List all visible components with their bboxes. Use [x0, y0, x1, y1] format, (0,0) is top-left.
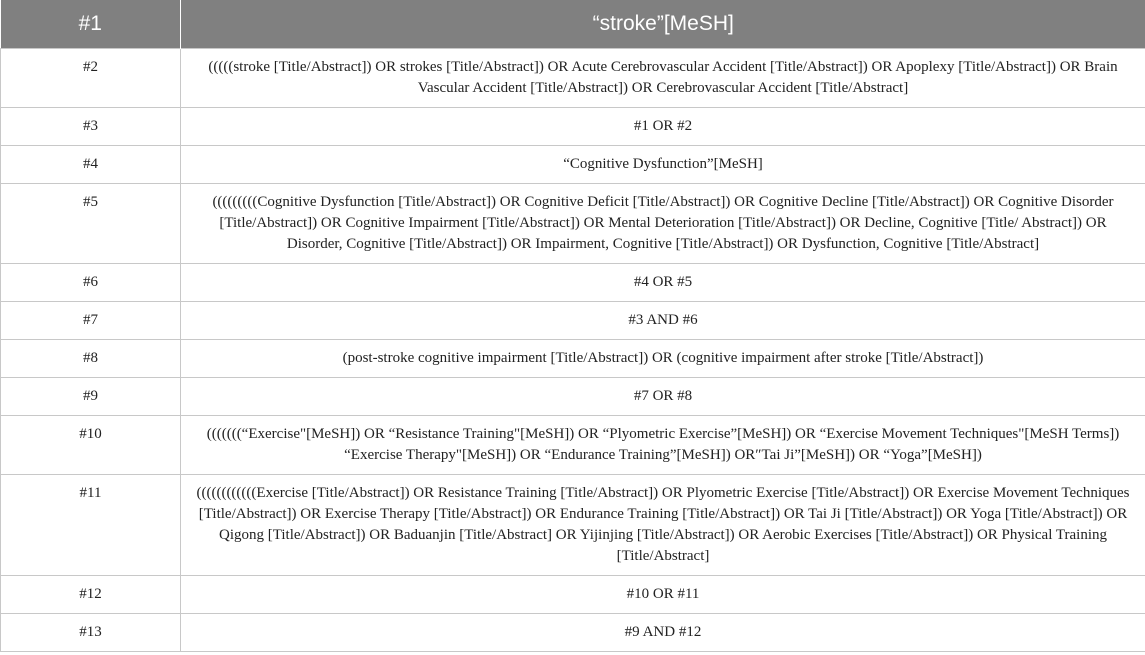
step-number: #8 [1, 340, 181, 378]
search-query: (((((((((Cognitive Dysfunction [Title/Abstract]) OR Cognitive Deficit [Title/Abstract]) OR Cognitive Decline [Title/Abstract]) OR Cognitive Disorder [Title/Abstract]) OR Cognitive Impairment [Title/Abstract]) OR Mental Deterioration [Title/Abstract]) OR Decline, Cognitive [Title/ Abstract]) OR Disorder, Cognitive [Title/Abstract]) OR Impairment, Cognitive [Title/Abstract]) OR Dysfunction, Cognitive [Title/Abstract] [181, 184, 1145, 264]
table-row [1, 49, 1145, 108]
table-header [1, 0, 1145, 49]
table-row [1, 576, 1145, 614]
table-body [1, 49, 1145, 652]
step-number: #5 [1, 184, 181, 264]
search-query: #7 OR #8 [181, 378, 1145, 416]
table-row [1, 378, 1145, 416]
header-step-number: #1 [1, 0, 181, 49]
table-row [1, 614, 1145, 652]
table-row [1, 146, 1145, 184]
table-row [1, 264, 1145, 302]
search-query: #9 AND #12 [181, 614, 1145, 652]
search-query: #10 OR #11 [181, 576, 1145, 614]
header-query: “stroke”[MeSH] [181, 0, 1145, 49]
search-query: #1 OR #2 [181, 108, 1145, 146]
step-number: #2 [1, 49, 181, 108]
table-row [1, 416, 1145, 475]
search-query: #4 OR #5 [181, 264, 1145, 302]
search-query: #3 AND #6 [181, 302, 1145, 340]
table-row [1, 108, 1145, 146]
search-query: (((((((“Exercise"[MeSH]) OR “Resistance Training"[MeSH]) OR “Plyometric Exercise”[MeSH]) OR “Exercise Movement Techniques"[MeSH Terms]) “Exercise Therapy"[MeSH]) OR “Endurance Training”[MeSH]) OR″Tai Ji”[MeSH]) OR “Yoga”[MeSH]) [181, 416, 1145, 475]
search-query: (((((stroke [Title/Abstract]) OR strokes [Title/Abstract]) OR Acute Cerebrovascular Accident [Title/Abstract]) OR Apoplexy [Title/Abstract]) OR Brain Vascular Accident [Title/Abstract]) OR Cerebrovascular Accident [Title/Abstract] [181, 49, 1145, 108]
step-number: #3 [1, 108, 181, 146]
step-number: #13 [1, 614, 181, 652]
step-number: #4 [1, 146, 181, 184]
step-number: #12 [1, 576, 181, 614]
table-row [1, 184, 1145, 264]
table-row [1, 302, 1145, 340]
search-query: ((((((((((((Exercise [Title/Abstract]) OR Resistance Training [Title/Abstract]) OR Plyometric Exercise [Title/Abstract]) OR Exercise Movement Techniques [Title/Abstract]) OR Exercise Therapy [Title/Abstract]) OR Endurance Training [Title/Abstract]) OR Tai Ji [Title/Abstract]) OR Yoga [Title/Abstract]) OR Qigong [Title/Abstract]) OR Baduanjin [Title/Abstract] OR Yijinjing [Title/Abstract]) OR Aerobic Exercises [Title/Abstract]) OR Physical Training [Title/Abstract] [181, 475, 1145, 576]
table-row [1, 475, 1145, 576]
header-row [1, 0, 1145, 49]
table-row [1, 340, 1145, 378]
step-number: #9 [1, 378, 181, 416]
step-number: #7 [1, 302, 181, 340]
step-number: #11 [1, 475, 181, 576]
step-number: #10 [1, 416, 181, 475]
search-query: (post-stroke cognitive impairment [Title/Abstract]) OR (cognitive impairment after stroke [Title/Abstract]) [181, 340, 1145, 378]
search-query: “Cognitive Dysfunction”[MeSH] [181, 146, 1145, 184]
step-number: #6 [1, 264, 181, 302]
